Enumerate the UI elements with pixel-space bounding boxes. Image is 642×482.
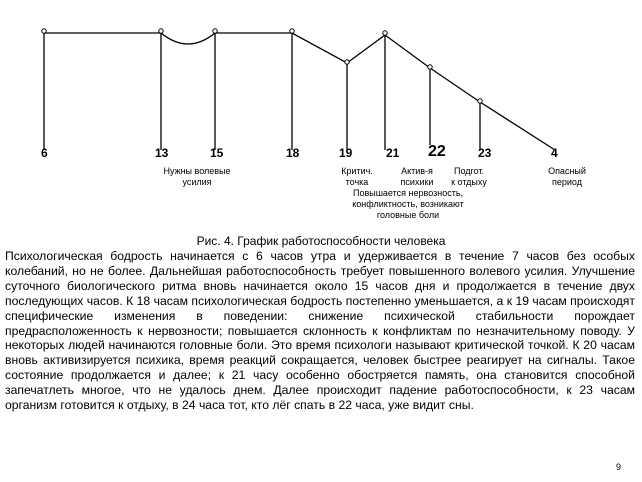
capacity-curve [44,33,555,150]
node-22 [428,65,432,69]
node-13 [159,29,163,33]
hour-markers [44,33,480,150]
note-danger-period: Опасный период [548,166,586,187]
hour-label-21: 21 [386,146,400,160]
note-psyche-activation: Актив-я психики [400,166,434,187]
hour-label-23: 23 [478,146,492,160]
node-19 [345,60,349,64]
figure-caption: Рис. 4. График работоспособности человека [196,234,446,248]
hour-label-15: 15 [210,146,224,160]
node-21 [383,31,387,35]
body-paragraph: Психологическая бодрость начинается с 6 часов утра и удерживается в течение 7 часов без особых колебаний, но не более. Дальнейшая работоспособность требует повышенного волевого усилия. Улучшение суточного биологического ритма вновь начинается около 15 часов дня и продолжается в течение двух последующих часов. К 18 часам психологическая бодрость постепенно уменьшается, а к 19 часам происходят специфические изменения в поведении: снижение психической стабильности порождает предрасположенность к нервозности; повышается склонность к конфликтам по незначительному поводу. У некоторых людей начинаются головные боли. Это время психологи называют критической точкой. К 20 часам вновь активизируется психика, время реакций сокращается, человек быстрее реагирует на сигналы. Такое состояние продолжается и далее; к 21 часу особенно обостряется память, она становится способной запечатлеть многое, что не удалось днем. Далее происходит падение работоспособности, к 23 часам организм готовится к отдыху, в 24 часа тот, кто лёг спать в 22 часа, уже видит сны. [5,249,635,413]
node-18 [290,29,294,33]
hour-label-13: 13 [155,146,169,160]
note-sleep-prep: Подгот. к отдыху [451,166,487,187]
note-critical-point: Критич. точка [341,166,373,187]
hour-label-6: 6 [41,146,48,160]
hour-label-22: 22 [428,143,446,160]
hour-label-19: 19 [339,146,353,160]
note-volitional-effort: Нужны волевые усилия [163,166,231,187]
curve-nodes [42,29,482,103]
hour-label-4: 4 [551,146,558,160]
node-15 [213,29,217,33]
hour-label-18: 18 [286,146,300,160]
work-capacity-graph [0,0,642,230]
node-23 [478,99,482,103]
note-nervousness: Повышается нервозность, конфликтность, возникают головные боли [352,188,464,220]
page-number: 9 [616,462,622,472]
node-6 [42,29,46,33]
